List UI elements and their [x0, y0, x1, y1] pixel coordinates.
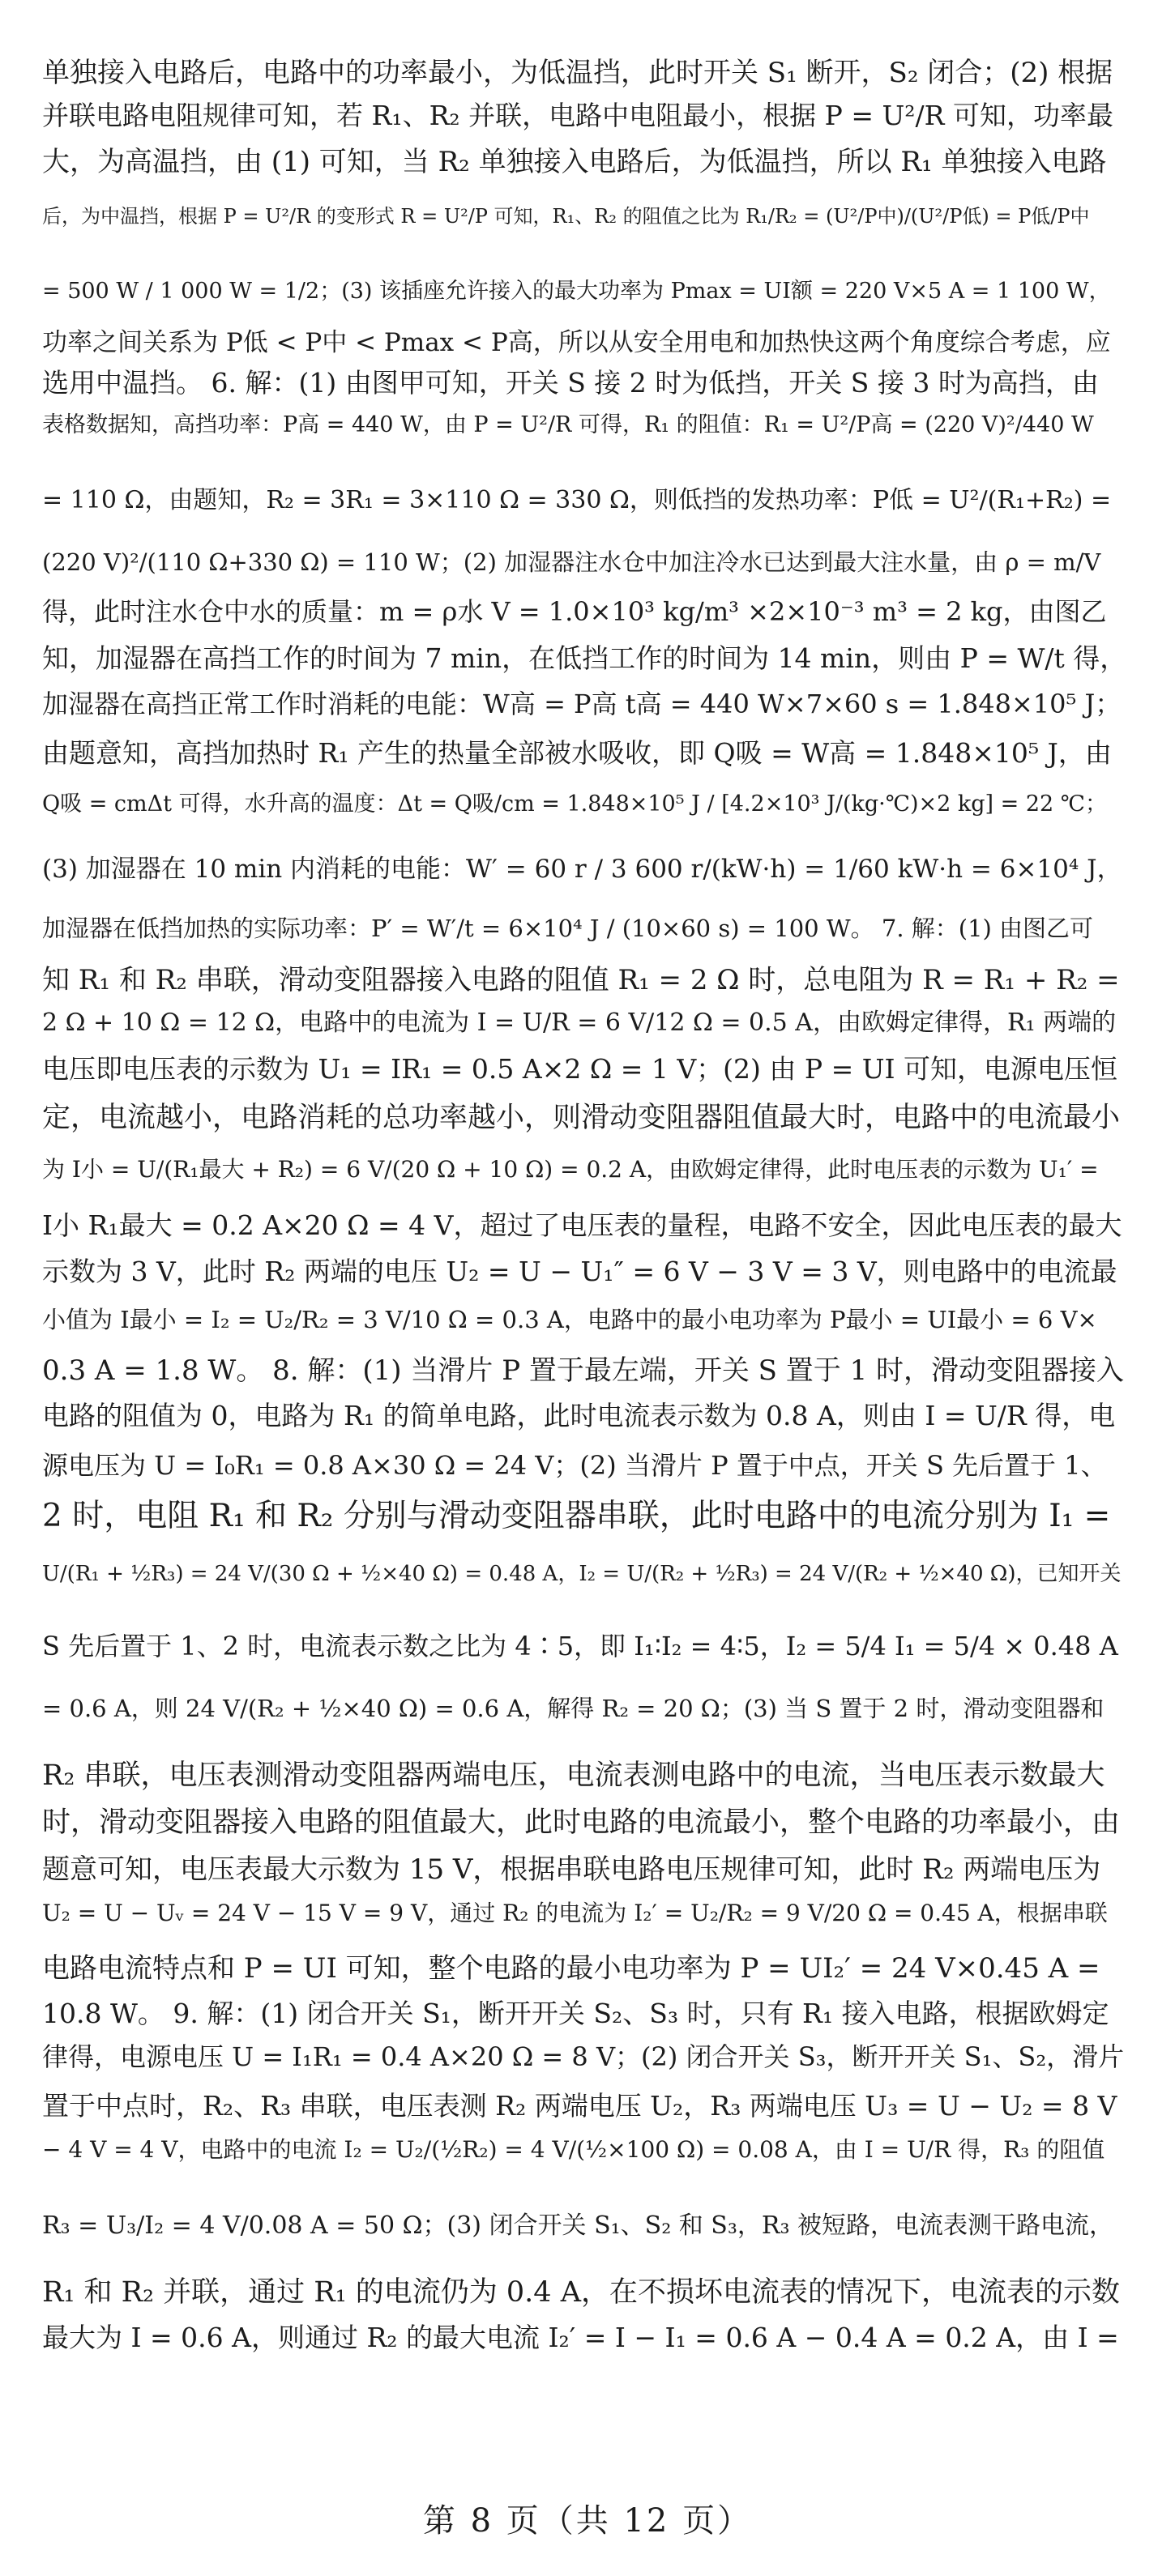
- text-line: = 0.6 A，则 24 V/(R₂ + ½×40 Ω) = 0.6 A，解得 R₂ = 20 Ω；(3) 当 S 置于 2 时，滑动变阻器和: [42, 1695, 1104, 1722]
- text-line: = 500 W / 1 000 W = 1/2；(3) 该插座允许接入的最大功率为 Pmax = UI额 = 220 V×5 A = 1 100 W，: [42, 279, 1111, 304]
- text-line: 最大为 I = 0.6 A，则通过 R₂ 的最大电流 I₂′ = I − I₁ = 0.6 A − 0.4 A = 0.2 A，由 I =: [42, 2322, 1119, 2353]
- text-line: − 4 V = 4 V，电路中的电流 I₂ = U₂/(½R₂) = 4 V/(½×100 Ω) = 0.08 A，由 I = U/R 得，R₃ 的阻值: [42, 2136, 1105, 2163]
- text-line: 并联电路电阻规律可知，若 R₁、R₂ 并联，电路中电阻最小，根据 P = U²/R 可知，功率最: [42, 100, 1113, 131]
- text-line: 电路电流特点和 P = UI 可知，整个电路的最小电功率为 P = UI₂′ = 24 V×0.45 A =: [42, 1952, 1100, 1985]
- text-line: 加湿器在高挡正常工作时消耗的电能：W高 = P高 t高 = 440 W×7×60 s = 1.848×10⁵ J；: [42, 689, 1122, 719]
- text-line: I小 R₁最大 = 0.2 A×20 Ω = 4 V，超过了电压表的量程，电路不安全，因此电压表的最大: [42, 1209, 1122, 1241]
- text-line: 表格数据知，高挡功率：P高 = 440 W，由 P = U²/R 可得，R₁ 的阻值：R₁ = U²/P高 = (220 V)²/440 W: [42, 412, 1094, 437]
- text-line: 置于中点时，R₂、R₃ 串联，电压表测 R₂ 两端电压 U₂，R₃ 两端电压 U₃ = U − U₂ = 8 V: [42, 2090, 1117, 2122]
- text-line: U/(R₁ + ½R₃) = 24 V/(30 Ω + ½×40 Ω) = 0.48 A，I₂ = U/(R₂ + ½R₃) = 24 V/(R₂ + ½×40 Ω)，已知开关: [42, 1562, 1122, 1586]
- text-line: 选用中温挡。 6. 解：(1) 由图甲可知，开关 S 接 2 时为低挡，开关 S 接 3 时为高挡，由: [42, 367, 1099, 399]
- text-line: 0.3 A = 1.8 W。 8. 解：(1) 当滑片 P 置于最左端，开关 S 置于 1 时，滑动变阻器接入: [42, 1354, 1125, 1387]
- text-line: 2 时，电阻 R₁ 和 R₂ 分别与滑动变阻器串联，此时电路中的电流分别为 I₁ =: [42, 1498, 1111, 1534]
- text-line: R₂ 串联，电压表测滑动变阻器两端电压，电流表测电路中的电流，当电压表示数最大: [42, 1759, 1105, 1792]
- page-footer: 第 8 页（共 12 页）: [422, 2502, 753, 2540]
- text-line: 后，为中温挡，根据 P = U²/R 的变形式 R = U²/P 可知，R₁、R₂ 的阻值之比为 R₁/R₂ = (U²/P中)/(U²/P低) = P低/P中: [42, 205, 1090, 228]
- text-line: 得，此时注水仓中水的质量：m = ρ水 V = 1.0×10³ kg/m³ ×2×10⁻³ m³ = 2 kg，由图乙: [42, 596, 1107, 627]
- text-line: 示数为 3 V，此时 R₂ 两端的电压 U₂ = U − U₁″ = 6 V − 3 V = 3 V，则电路中的电流最: [42, 1256, 1117, 1287]
- text-line: 源电压为 U = I₀R₁ = 0.8 A×30 Ω = 24 V；(2) 当滑片 P 置于中点，开关 S 先后置于 1、: [42, 1450, 1107, 1481]
- text-line: U₂ = U − Uᵥ = 24 V − 15 V = 9 V，通过 R₂ 的电流为 I₂′ = U₂/R₂ = 9 V/20 Ω = 0.45 A，根据串联: [42, 1900, 1108, 1926]
- text-line: 电路的阻值为 0，电路为 R₁ 的简单电路，此时电流表示数为 0.8 A，则由 I = U/R 得，电: [42, 1400, 1116, 1431]
- text-line: 定，电流越小，电路消耗的总功率越小，则滑动变阻器阻值最大时，电路中的电流最小: [42, 1102, 1121, 1134]
- text-line: 律得，电源电压 U = I₁R₁ = 0.4 A×20 Ω = 8 V；(2) 闭合开关 S₃，断开开关 S₁、S₂，滑片: [42, 2041, 1125, 2072]
- text-line: (220 V)²/(110 Ω+330 Ω) = 110 W；(2) 加湿器注水仓中加注冷水已达到最大注水量，由 ρ = m/V: [42, 548, 1101, 576]
- text-line: R₁ 和 R₂ 并联，通过 R₁ 的电流仍为 0.4 A，在不损坏电流表的情况下，电流表的示数: [42, 2276, 1120, 2309]
- text-line: S 先后置于 1、2 时，电流表示数之比为 4∶5，即 I₁∶I₂ = 4∶5，I₂ = 5/4 I₁ = 5/4 × 0.48 A: [42, 1631, 1118, 1661]
- text-line: 10.8 W。 9. 解：(1) 闭合开关 S₁，断开开关 S₂、S₃ 时，只有 R₁ 接入电路，根据欧姆定: [42, 1998, 1109, 2029]
- text-line: 知，加湿器在高挡工作的时间为 7 min，在低挡工作的时间为 14 min，则由 P = W/t 得，: [42, 642, 1127, 674]
- text-line: Q吸 = cmΔt 可得，水升高的温度：Δt = Q吸/cm = 1.848×10⁵ J / [4.2×10³ J/(kg·℃)×2 kg] = 22 ℃；: [42, 791, 1107, 817]
- text-line: 电压即电压表的示数为 U₁ = IR₁ = 0.5 A×2 Ω = 1 V；(2) 由 P = UI 可知，电源电压恒: [42, 1053, 1118, 1085]
- text-line: 大，为高温挡，由 (1) 可知，当 R₂ 单独接入电路后，为低温挡，所以 R₁ 单独接入电路: [42, 146, 1107, 178]
- text-line: 由题意知，高挡加热时 R₁ 产生的热量全部被水吸收，即 Q吸 = W高 = 1.848×10⁵ J，由: [42, 737, 1112, 769]
- text-line: (3) 加湿器在 10 min 内消耗的电能：W′ = 60 r / 3 600 r/(kW·h) = 1/60 kW·h = 6×10⁴ J，: [42, 855, 1122, 884]
- text-line: 时，滑动变阻器接入电路的阻值最大，此时电路的电流最小，整个电路的功率最小，由: [42, 1806, 1121, 1839]
- text-line: = 110 Ω，由题知，R₂ = 3R₁ = 3×110 Ω = 330 Ω，则低挡的发热功率：P低 = U²/(R₁+R₂) =: [42, 486, 1112, 514]
- text-line: 功率之间关系为 P低 < P中 < Pmax < P高，所以从安全用电和加热快这两个角度综合考虑，应: [42, 328, 1111, 357]
- text-line: 单独接入电路后，电路中的功率最小，为低温挡，此时开关 S₁ 断开，S₂ 闭合；(2) 根据: [42, 57, 1113, 89]
- text-line: 题意可知，电压表最大示数为 15 V，根据串联电路电压规律可知，此时 R₂ 两端电压为: [42, 1853, 1101, 1886]
- text-line: 小值为 I最小 = I₂ = U₂/R₂ = 3 V/10 Ω = 0.3 A，电路中的最小电功率为 P最小 = UI最小 = 6 V×: [42, 1306, 1097, 1333]
- text-line: 2 Ω + 10 Ω = 12 Ω，电路中的电流为 I = U/R = 6 V/12 Ω = 0.5 A，由欧姆定律得，R₁ 两端的: [42, 1009, 1117, 1037]
- text-line: R₃ = U₃/I₂ = 4 V/0.08 A = 50 Ω；(3) 闭合开关 S₁、S₂ 和 S₃，R₃ 被短路，电流表测干路电流，: [42, 2211, 1114, 2240]
- text-line: 为 I小 = U/(R₁最大 + R₂) = 6 V/(20 Ω + 10 Ω) = 0.2 A，由欧姆定律得，此时电压表的示数为 U₁′ =: [42, 1156, 1099, 1183]
- text-line: 知 R₁ 和 R₂ 串联，滑动变阻器接入电路的阻值 R₁ = 2 Ω 时，总电阻为 R = R₁ + R₂ =: [42, 964, 1120, 996]
- text-line: 加湿器在低挡加热的实际功率：P′ = W′/t = 6×10⁴ J / (10×60 s) = 100 W。 7. 解：(1) 由图乙可: [42, 915, 1094, 942]
